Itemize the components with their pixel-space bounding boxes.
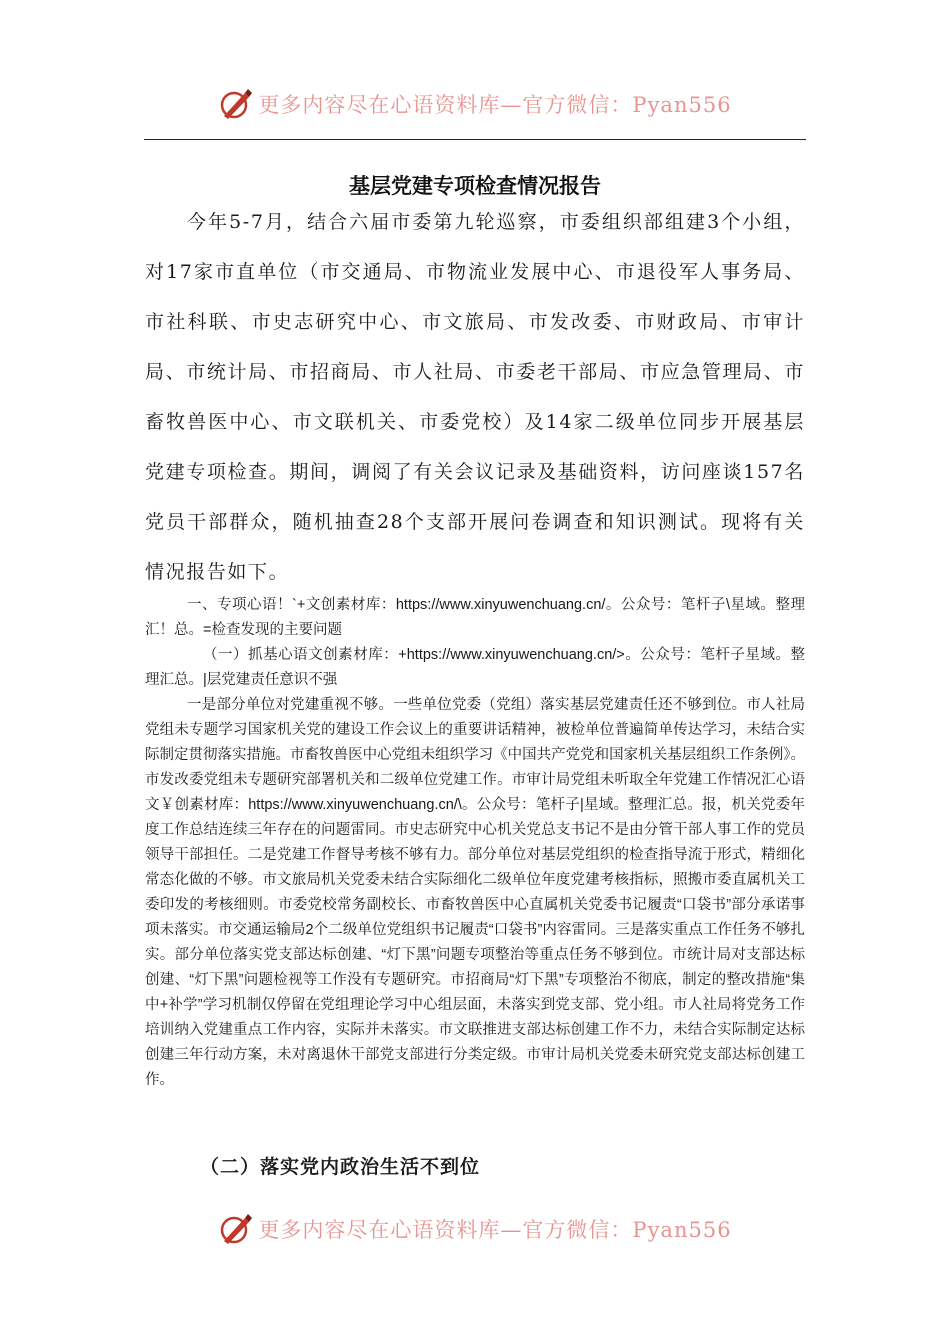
section-heading-1-1: （一）抓基心语文创素材库：+https://www.xinyuwenchuang.cn/>。公众号：笔杆子星域。整理汇总。|层党建责任意识不强: [145, 647, 805, 688]
header-banner: [0, 84, 950, 124]
body-paragraph: 一是部分单位对党建重视不够。一些单位党委（党组）落实基层党建责任还不够到位。市人社局党组未专题学习国家机关党的建设工作会议上的重要讲话精神，被检单位普遍简单传达学习，未结合实际制定贯彻落实措施。市畜牧兽医中心党组未组织学习《中国共产党党和国家机关基层组织工作条例》。市发改委党组未专题研究部署机关和二级单位党建工作。市审计局党组未听取全年党建工作情况汇心语文￥创素材库：https://www.xinyuwenchuang.cn/\。公众号：笔杆子|星域。整理汇总。报，机关党委年度工作总结连续三年存在的问题雷同。市史志研究中心机关党总支书记不是由分管干部人事工作的党员领导干部担任。二是党建工作督导考核不够有力。部分单位对基层党组织的检查指导流于形式，精细化常态化做的不够。市文旅局机关党委未结合实际细化二级单位年度党建考核指标，照搬市委直属机关工委印发的考核细则。市委党校常务副校长、市畜牧兽医中心直属机关党委书记履责“口袋书”部分承诺事项未落实。市交通运输局2个二级单位党组织书记履责“口袋书”内容雷同。三是落实重点工作任务不够扎实。部分单位落实党支部达标创建、“灯下黑”问题专项整治等重点任务不够到位。市统计局对支部达标创建、“灯下黑”问题检视等工作没有专题研究。市招商局“灯下黑”专项整治不彻底，制定的整改措施“集中+补学”学习机制仅停留在党组理论学习中心组层面，未落实到党支部、党小组。市人社局将党务工作培训纳入党建重点工作内容，实际并未落实。市文联推进支部达标创建工作不力，未结合实际制定达标创建三年行动方案，未对离退休干部党支部进行分类定级。市审计局机关党委未研究党支部达标创建工作。: [145, 697, 805, 1088]
page-title: 基层党建专项检查情况报告: [349, 173, 601, 199]
footer-banner: [0, 1209, 950, 1249]
section-heading-1: 一、专项心语！`+文创素材库：https://www.xinyuwenchuang.cn/。公众号：笔杆子\星域。整理汇！总。=检查发现的主要问题: [145, 597, 805, 638]
intro-paragraph: 今年5-7月，结合六届市委第九轮巡察，市委组织部组建3个小组，对17家市直单位（市交通局、市物流业发展中心、市退役军人事务局、市社科联、市史志研究中心、市文旅局、市发改委、市财政局、市审计局、市统计局、市招商局、市人社局、市委老干部局、市应急管理局、市畜牧兽医中心、市文联机关、市委党校）及14家二级单位同步开展基层党建专项检查。期间，调阅了有关会议记录及基础资料，访问座谈157名党员干部群众，随机抽查28个支部开展问卷调查和知识测试。现将有关情况报告如下。: [145, 211, 805, 583]
banner-text: 更多内容尽在心语资料库—官方微信：Pyan556: [258, 1218, 732, 1242]
section-heading-1-2: （二）落实党内政治生活不到位: [200, 1156, 481, 1178]
header-divider: [144, 139, 806, 140]
pen-logo-icon: [218, 86, 254, 122]
pen-logo-icon: [218, 1211, 254, 1247]
banner-text: 更多内容尽在心语资料库—官方微信：Pyan556: [258, 93, 732, 117]
